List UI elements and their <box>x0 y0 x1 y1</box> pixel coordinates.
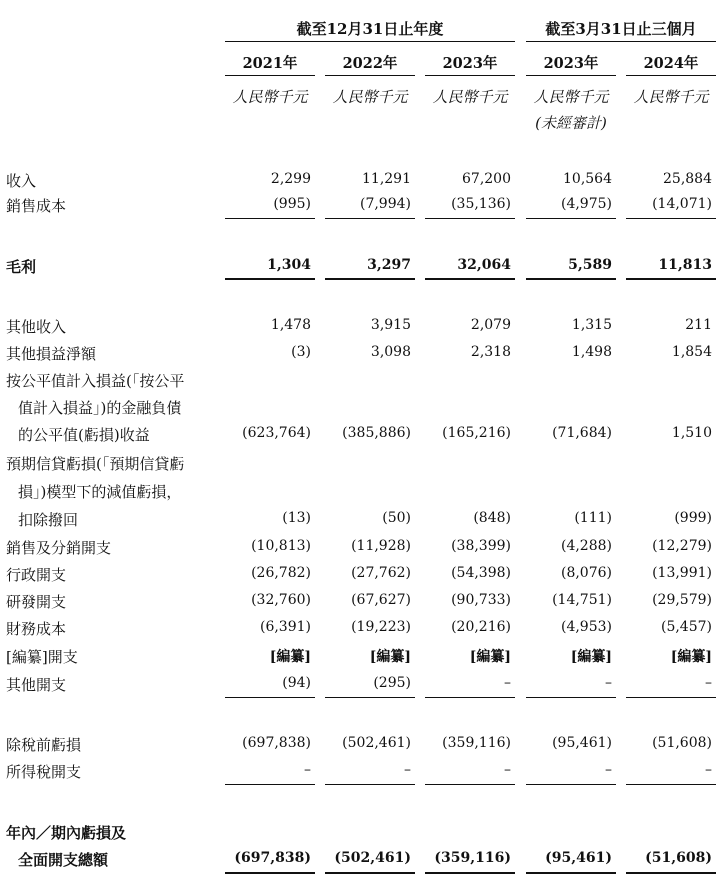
table-cell: (502,461) <box>334 850 411 866</box>
unit-label: 人民幣千元 <box>533 88 609 106</box>
year-rule <box>526 75 616 76</box>
table-cell: (4,288) <box>560 538 612 554</box>
header-group1-rule <box>225 41 515 42</box>
subtotal-rule <box>626 697 716 698</box>
row-label-rd-expenses: 研發開支 <box>6 593 67 611</box>
table-cell: 3,297 <box>367 257 411 273</box>
table-cell: 1,304 <box>267 257 311 273</box>
table-cell: (51,608) <box>645 850 712 866</box>
row-label-ecl-line2: 損」)模型下的減值虧損， <box>18 483 182 501</box>
unit-label: 人民幣千元 <box>432 88 508 106</box>
total-rule <box>325 278 415 280</box>
table-cell: [編纂] <box>469 649 511 665</box>
header-group2-rule <box>526 41 716 42</box>
table-cell: (95,461) <box>545 850 612 866</box>
table-cell: (14,071) <box>652 196 712 212</box>
total-rule <box>626 872 716 874</box>
table-cell: (111) <box>574 510 612 526</box>
table-cell: 2,079 <box>470 317 511 333</box>
table-cell: (359,116) <box>442 735 511 751</box>
subtotal-rule <box>526 697 616 698</box>
table-cell: (4,953) <box>560 619 612 635</box>
table-cell: (4,975) <box>560 196 612 212</box>
subtotal-rule <box>325 697 415 698</box>
table-cell: (94) <box>282 675 311 691</box>
table-cell: (995) <box>273 196 311 212</box>
table-cell: [編纂] <box>670 649 712 665</box>
table-cell: (67,627) <box>351 592 411 608</box>
total-rule <box>225 278 315 280</box>
header-group-year-ended: 截至12月31日止年度 <box>296 20 444 38</box>
table-cell: (10,813) <box>251 538 311 554</box>
row-label-total-loss-line1: 年內／期內虧損及 <box>6 824 127 842</box>
year-header: 2022年 <box>342 55 398 72</box>
table-cell: [編纂] <box>369 649 411 665</box>
table-cell: – <box>404 762 411 778</box>
year-rule <box>225 75 315 76</box>
subtotal-rule <box>325 218 415 219</box>
year-header: 2023年 <box>543 55 599 72</box>
year-rule <box>325 75 415 76</box>
table-cell: 1,510 <box>671 425 712 441</box>
table-cell: (35,136) <box>451 196 511 212</box>
table-cell: – <box>605 762 612 778</box>
subtotal-rule <box>425 697 515 698</box>
row-label-selling-expenses: 銷售及分銷開支 <box>6 539 112 557</box>
row-label-admin-expenses: 行政開支 <box>6 566 67 584</box>
table-cell: (51,608) <box>652 735 712 751</box>
total-rule <box>325 872 415 874</box>
total-rule <box>526 278 616 280</box>
table-cell: (848) <box>473 510 511 526</box>
row-label-loss-before-tax: 除稅前虧損 <box>6 736 82 754</box>
row-label-ecl-line1: 預期信貸虧損(「預期信貸虧 <box>6 455 185 473</box>
table-cell: 211 <box>685 317 712 333</box>
table-cell: (999) <box>674 510 712 526</box>
table-cell: (14,751) <box>552 592 612 608</box>
total-rule <box>526 872 616 874</box>
total-rule <box>626 278 716 280</box>
subtotal-rule <box>425 218 515 219</box>
row-label-fvtpl-line2: 值計入損益」)的金融負債 <box>18 399 182 417</box>
table-cell: (502,461) <box>342 735 411 751</box>
row-label-other-income: 其他收入 <box>6 318 67 336</box>
table-cell: 1,498 <box>571 344 612 360</box>
table-cell: 1,478 <box>270 317 311 333</box>
table-cell: (11,928) <box>351 538 411 554</box>
table-cell: (8,076) <box>560 565 612 581</box>
subtotal-rule <box>325 784 415 785</box>
subtotal-rule <box>225 218 315 219</box>
table-cell: (623,764) <box>242 425 311 441</box>
subtotal-rule <box>526 218 616 219</box>
table-cell: 3,915 <box>370 317 411 333</box>
total-rule <box>225 872 315 874</box>
row-label-income-tax: 所得稅開支 <box>6 763 82 781</box>
year-header: 2023年 <box>442 55 498 72</box>
row-label-cost-of-sales: 銷售成本 <box>6 197 67 215</box>
row-label-fvtpl-line3: 的公平值(虧損)收益 <box>18 426 150 444</box>
year-header: 2021年 <box>242 55 298 72</box>
table-cell: (95,461) <box>552 735 612 751</box>
table-cell: (7,994) <box>359 196 411 212</box>
row-label-revenue: 收入 <box>6 172 37 190</box>
row-label-redacted-expenses: [編纂]開支 <box>6 648 78 666</box>
table-cell: (27,762) <box>351 565 411 581</box>
table-cell: – <box>605 675 612 691</box>
table-cell: – <box>304 762 311 778</box>
table-cell: (6,391) <box>259 619 311 635</box>
year-header: 2024年 <box>643 55 699 72</box>
row-label-other-expenses: 其他開支 <box>6 676 67 694</box>
row-label-total-loss-line2: 全面開支總額 <box>18 851 109 869</box>
table-cell: 67,200 <box>462 171 511 187</box>
total-rule <box>425 872 515 874</box>
table-cell: (13,991) <box>652 565 712 581</box>
table-cell: 5,589 <box>568 257 612 273</box>
subtotal-rule <box>526 784 616 785</box>
table-cell: (32,760) <box>251 592 311 608</box>
table-cell: (295) <box>373 675 411 691</box>
row-label-finance-costs: 財務成本 <box>6 620 67 638</box>
table-cell: 2,299 <box>270 171 311 187</box>
row-label-fvtpl-line1: 按公平值計入損益(「按公平 <box>6 372 185 390</box>
year-rule <box>425 75 515 76</box>
table-cell: (90,733) <box>451 592 511 608</box>
table-cell: [編纂] <box>570 649 612 665</box>
unit-label: 人民幣千元 <box>633 88 709 106</box>
row-label-ecl-line3: 扣除撥回 <box>18 511 79 529</box>
table-cell: 32,064 <box>457 257 511 273</box>
row-label-other-gains-losses: 其他損益淨額 <box>6 345 97 363</box>
table-cell: (697,838) <box>242 735 311 751</box>
table-cell: – <box>705 762 712 778</box>
table-cell: (3) <box>291 344 311 360</box>
subtotal-rule <box>225 784 315 785</box>
table-cell: (385,886) <box>342 425 411 441</box>
table-cell: (20,216) <box>451 619 511 635</box>
table-cell: – <box>504 762 511 778</box>
table-cell: (50) <box>382 510 411 526</box>
table-cell: [編纂] <box>269 649 311 665</box>
table-cell: 2,318 <box>470 344 511 360</box>
unit-label: 人民幣千元 <box>332 88 408 106</box>
table-cell: (359,116) <box>434 850 511 866</box>
row-label-gross-profit: 毛利 <box>6 258 37 276</box>
total-rule <box>425 278 515 280</box>
subtotal-rule <box>626 784 716 785</box>
table-cell: 1,854 <box>671 344 712 360</box>
table-cell: (12,279) <box>652 538 712 554</box>
subtotal-rule <box>225 697 315 698</box>
unit-label: 人民幣千元 <box>232 88 308 106</box>
unaudited-note: (未經審計) <box>535 114 607 132</box>
table-cell: (38,399) <box>451 538 511 554</box>
table-cell: (13) <box>282 510 311 526</box>
table-cell: (29,579) <box>652 592 712 608</box>
table-cell: (165,216) <box>442 425 511 441</box>
table-cell: (71,684) <box>552 425 612 441</box>
table-cell: (26,782) <box>251 565 311 581</box>
header-group-three-months: 截至3月31日止三個月 <box>545 20 697 38</box>
table-cell: (54,398) <box>451 565 511 581</box>
subtotal-rule <box>626 218 716 219</box>
table-cell: – <box>705 675 712 691</box>
subtotal-rule <box>425 784 515 785</box>
table-cell: – <box>504 675 511 691</box>
table-cell: (19,223) <box>351 619 411 635</box>
table-cell: 11,291 <box>362 171 411 187</box>
table-cell: 25,884 <box>663 171 712 187</box>
table-cell: 10,564 <box>563 171 612 187</box>
year-rule <box>626 75 716 76</box>
table-cell: (5,457) <box>660 619 712 635</box>
table-cell: (697,838) <box>234 850 311 866</box>
table-cell: 11,813 <box>658 257 712 273</box>
table-cell: 1,315 <box>571 317 612 333</box>
table-cell: 3,098 <box>370 344 411 360</box>
